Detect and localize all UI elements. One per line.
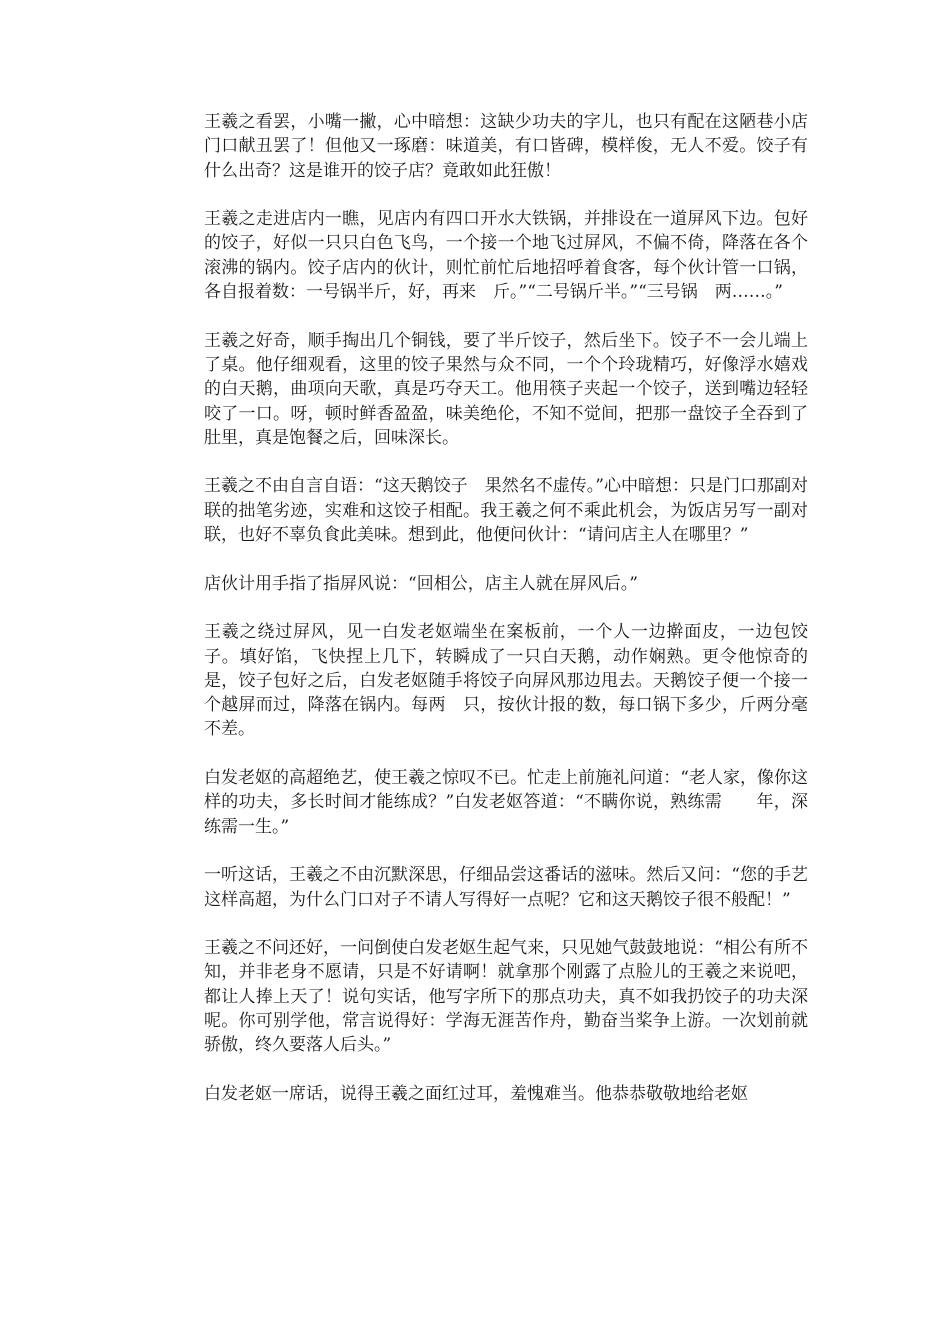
document-body xyxy=(204,110,808,1106)
paragraph-1: 王羲之看罢，小嘴一撇，心中暗想：这缺少功夫的字儿，也只有配在这陋巷小店门口献丑罢了！但他又一琢磨：味道美，有口皆碑，模样俊，无人不爱。饺子有什么出奇？这是谁开的饺子店？竟敢如此狂傲！ xyxy=(204,112,808,181)
paragraph-2: 王羲之走进店内一瞧，见店内有四口开水大铁锅，并排设在一道屏风下边。包好的饺子，好似一只只白色飞鸟，一个接一个地飞过屏风，不偏不倚，降落在各个滚沸的锅内。饺子店内的伙计，则忙前忙后地招呼着食客，每个伙计管一口锅，各自报着数：一号锅半斤，好，再来 斤。”“二号锅斤半。”“三号锅 两……。” xyxy=(204,209,808,303)
paragraph-4: 王羲之不由自言自语：“这天鹅饺子 果然名不虚传。”心中暗想：只是门口那副对联的拙笔劣迹，实难和这饺子相配。我王羲之何不乘此机会，为饭店另写一副对联，也好不辜负食此美味。想到此，他便问伙计：“请问店主人在哪里？” xyxy=(204,476,808,546)
paragraph-10: 白发老妪一席话，说得王羲之面红过耳，羞愧难当。他恭恭敬敬地给老妪 xyxy=(204,1083,748,1104)
paragraph-5: 店伙计用手指了指屏风说：“回相公，店主人就在屏风后。” xyxy=(204,573,638,594)
paragraph-6: 王羲之绕过屏风，见一白发老妪端坐在案板前，一个人一边擀面皮，一边包饺子。填好馅，飞快捏上几下，转瞬成了一只白天鹅，动作娴熟。更令他惊奇的是，饺子包好之后，白发老妪随手将饺子向屏风那边甩去。天鹅饺子便一个接一个越屏而过，降落在锅内。每两 只，按伙计报的数，每口锅下多少，斤两分毫不差。 xyxy=(204,622,808,740)
paragraph-7: 白发老妪的高超绝艺，使王羲之惊叹不已。忙走上前施礼问道：“老人家，像你这样的功夫，多长时间才能练成？”白发老妪答道：“不瞒你说，熟练需 年，深练需一生。” xyxy=(204,768,808,837)
paragraph-3: 王羲之好奇，顺手掏出几个铜钱，要了半斤饺子，然后坐下。饺子不一会儿端上了桌。他仔细观看，这里的饺子果然与众不同，一个个玲珑精巧，好像浮水嬉戏的白天鹅，曲项向天歌，真是巧夺天工。他用筷子夹起一个饺子，送到嘴边轻轻咬了一口。呀，顿时鲜香盈盈，味美绝伦，不知不觉间，把那一盘饺子全吞到了肚里，真是饱餐之后，回味深长。 xyxy=(204,330,808,448)
paragraph-9: 王羲之不问还好，一问倒使白发老妪生起气来，只见她气鼓鼓地说：“相公有所不知，并非老身不愿请，只是不好请啊！就拿那个刚露了点脸儿的王羲之来说吧，都让人捧上天了！说句实话，他写字所下的那点功夫，真不如我扔饺子的功夫深呢。你可别学他，常言说得好：学海无涯苦作舟，勤奋当桨争上游。一次划前就骄傲，终久要落人后头。” xyxy=(204,938,808,1056)
paragraph-8: 一听这话，王羲之不由沉默深思，仔细品尝这番话的滋味。然后又问：“您的手艺这样高超，为什么门口对子不请人写得好一点呢？它和这天鹅饺子很不般配！” xyxy=(204,865,808,910)
